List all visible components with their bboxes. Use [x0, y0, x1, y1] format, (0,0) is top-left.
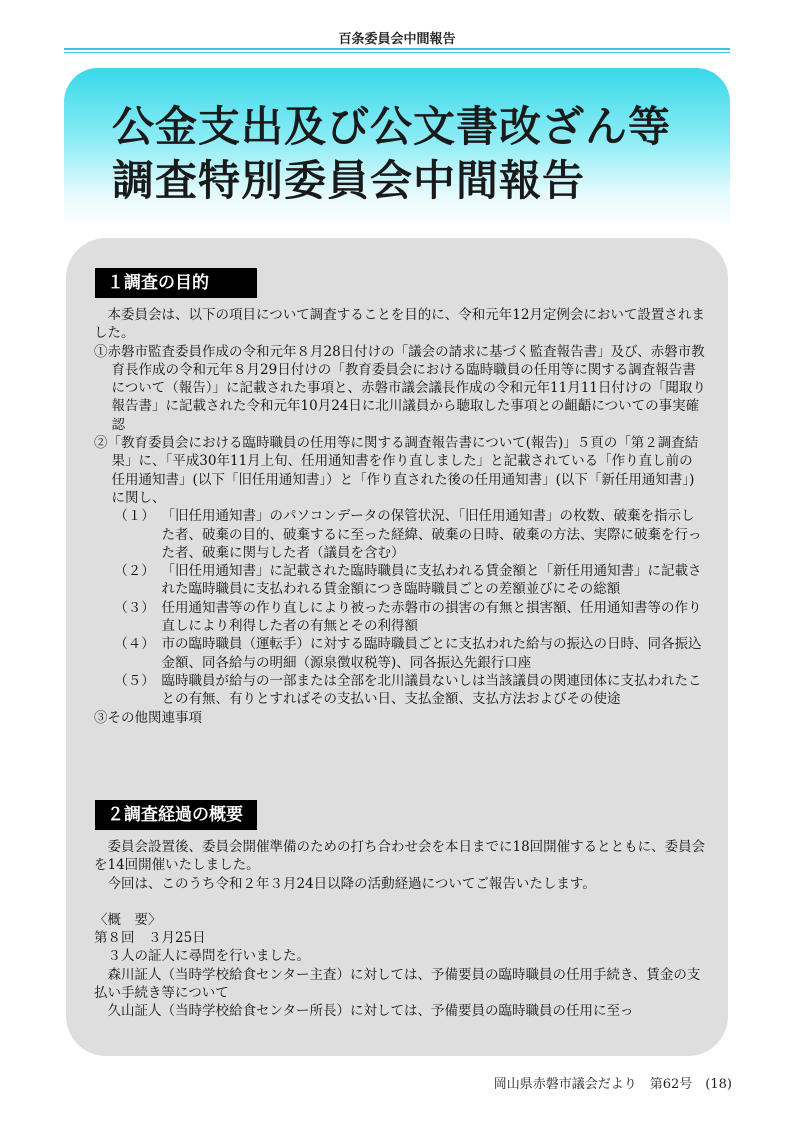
sub-list-item: [94, 599, 706, 636]
sub-item-number: （３）: [114, 599, 155, 616]
session-heading: 第８回 ３月25日: [94, 930, 206, 947]
sub-list-item: [94, 635, 706, 672]
sub-item-number: （２）: [114, 563, 155, 580]
sub-list-item: [94, 672, 706, 709]
overview-label: 〈概 要〉: [94, 911, 162, 928]
paragraph: 本委員会は、以下の項目について調査することを目的に、令和元年12月定例会において設置されました。: [94, 307, 705, 342]
section-heading-progress: ２調査経過の概要: [95, 800, 257, 830]
paragraph: 今回は、このうち令和２年３月24日以降の活動経過についてご報告いたします。: [107, 875, 596, 892]
paragraph: 委員会設置後、委員会開催準備のための打ち合わせ会を本日までに18回開催するとともに、委員会を14回開催いたしました。: [94, 839, 706, 874]
paragraph: 森川証人（当時学校給食センター主査）に対しては、予備要員の臨時職員の任用手続き、賃金の支払い手続き等について: [94, 966, 701, 1002]
sub-item-number: （４）: [114, 636, 155, 653]
header-rule: [64, 52, 730, 53]
paragraph: 久山証人（当時学校給食センター所長）に対しては、予備要員の臨時職員の任用に至っ: [107, 1003, 634, 1020]
section-body-progress: [94, 838, 706, 1021]
paragraph: ３人の証人に尋問を行いました。: [107, 948, 310, 965]
sub-list-item: [94, 562, 706, 599]
sub-list-item: [94, 507, 706, 562]
sub-item-text: 市の臨時職員（運転手）に対する臨時職員ごとに支払われた給与の振込の日時、同各振込金額、同各給与の明細（源泉徴収税等)、同各振込先銀行口座: [161, 636, 702, 671]
sub-item-number: （１）: [114, 508, 155, 525]
sub-item-number: （５）: [114, 672, 155, 689]
header-rule: [64, 48, 730, 50]
list-item: ②「教育委員会における臨時職員の任用等に関する調査報告書について(報告)」５頁の「第２調査結果」に、「平成30年11月上旬、任用通知書を作り直しました」と記載されている「作り直し前の任用通知書」(以下「旧任用通知書」）と「作り直された後の任用通知書」(以下「新任用通知書」)に関し、: [94, 435, 699, 506]
page-title: 公金支出及び公文書改ざん等: [112, 102, 672, 151]
list-item: ③その他関連事項: [94, 709, 202, 726]
list-item: ①赤磐市監査委員作成の令和元年８月28日付けの「議会の請求に基づく監査報告書」及び、赤磐市教育長作成の令和元年８月29日付けの「教育委員会における臨時職員の任用等に関する調査報告書について（報告）」に記載された事項と、赤磐市議会議長作成の令和元年11月11日付けの「聞取り報告書」に記載された令和元年10月24日に北川議員から聴取した事項との齟齬についての事実確認: [94, 343, 706, 433]
sub-item-text: 任用通知書等の作り直しにより被った赤磐市の損害の有無と損害額、任用通知書等の作り直しにより利得した者の有無とその利得額: [161, 599, 702, 635]
page-footer: 岡山県赤磐市議会だより 第62号 (18): [493, 1077, 732, 1092]
page-title: 調査特別委員会中間報告: [112, 156, 586, 205]
sub-item-text: 「旧任用通知書」に記載された臨時職員に支払われる賃金額と「新任用通知書」に記載された臨時職員に支払われる賃金額につき臨時職員ごとの差額並びにその総額: [161, 563, 702, 598]
sub-item-text: 臨時職員が給与の一部または全部を北川議員ないしは当該議員の関連団体に支払われたことの有無、有りとすればその支払い日、支払金額、支払方法およびその使途: [161, 672, 702, 708]
running-header: 百条委員会中間報告: [338, 32, 456, 47]
section-heading-purpose: １調査の目的: [95, 268, 257, 298]
sub-item-text: 「旧任用通知書」のパソコンデータの保管状況、「旧任用通知書」の枚数、破棄を指示した者、破棄の目的、破棄するに至った経緯、破棄の日時、破棄の方法、実際に破棄を行った者、破棄に関与した者（議員を含む）: [161, 508, 702, 561]
section-body-purpose: [94, 306, 706, 727]
